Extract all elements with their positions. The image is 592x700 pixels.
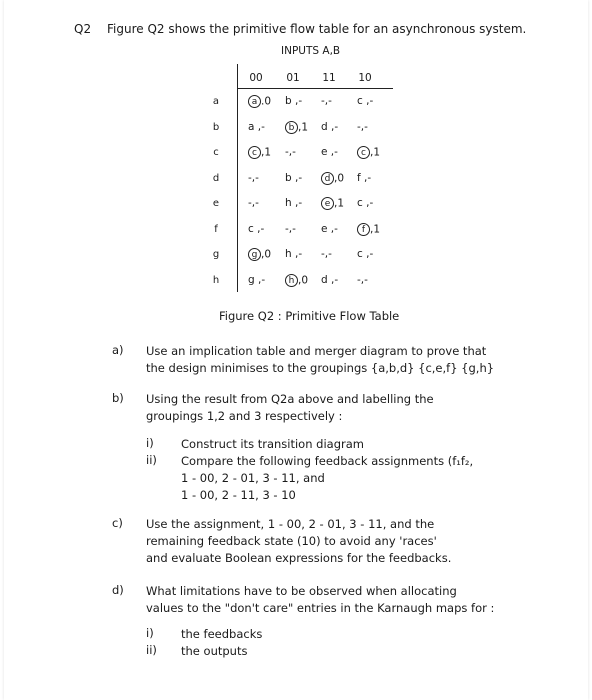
flow-table-cell: [321, 121, 361, 133]
cell-text: c ,-: [248, 222, 265, 235]
cell-text: ,1: [334, 197, 345, 210]
part-a-line: the design minimises to the groupings {a,b,d} {c,e,f} {g,h}: [146, 361, 495, 375]
part-d-line: What limitations have to be observed when allocating: [146, 584, 457, 598]
cell-text: b ,-: [285, 171, 303, 184]
row-label: f: [214, 223, 218, 235]
cell-text: d ,-: [321, 120, 339, 133]
part-d-sub-i: the feedbacks: [181, 627, 263, 641]
part-d-sub-ii-label: ii): [146, 643, 157, 657]
inputs-title: INPUTS A,B: [281, 45, 341, 57]
cell-text: d ,-: [321, 273, 339, 286]
stable-state-circle: c: [248, 146, 261, 159]
stable-state-circle: a: [248, 95, 261, 108]
table-horizontal-rule: [237, 88, 393, 89]
stable-state-circle: h: [285, 274, 298, 287]
stable-state-cell: [357, 223, 397, 236]
question-number: Q2: [74, 22, 92, 36]
part-b-sub-ii: [181, 453, 473, 504]
cell-text: e ,-: [321, 146, 338, 158]
stable-state-cell: [285, 121, 325, 134]
part-b-text: [146, 391, 434, 425]
cell-text: -,-: [285, 222, 296, 235]
part-a-label: a): [112, 343, 124, 357]
figure-caption: Figure Q2 : Primitive Flow Table: [219, 309, 400, 323]
flow-table-cell: [285, 172, 325, 184]
column-header: 11: [322, 72, 336, 84]
cell-text: ,1: [370, 223, 381, 235]
cell-text: e ,-: [321, 222, 338, 235]
flow-table-cell: [321, 95, 361, 107]
flow-table-cell: [248, 274, 288, 286]
row-label: g: [212, 249, 220, 260]
cell-text: h ,-: [285, 248, 303, 260]
flow-table-cell: [321, 223, 361, 235]
part-d-line: values to the "don't care" entries in the Karnaugh maps for :: [146, 601, 495, 615]
part-a-line: Use an implication table and merger diagram to prove that: [146, 344, 487, 358]
part-b-sub-i: Construct its transition diagram: [181, 437, 364, 451]
flow-table-cell: [357, 95, 397, 107]
cell-text: -,-: [321, 95, 332, 107]
stable-state-cell: [321, 172, 361, 185]
flow-table-cell: [285, 223, 325, 235]
flow-table-cell: [285, 197, 325, 209]
column-header: 00: [249, 72, 263, 84]
stable-state-circle: f: [357, 223, 370, 236]
part-d-sub-ii: the outputs: [181, 644, 248, 658]
flow-table-cell: [248, 121, 288, 133]
flow-table-cell: [357, 248, 397, 260]
stable-state-cell: [285, 274, 325, 287]
flow-table-cell: [248, 223, 288, 235]
cell-text: ,1: [298, 121, 309, 133]
stable-state-cell: [248, 248, 288, 261]
flow-table-cell: [357, 274, 397, 286]
stable-state-circle: c: [357, 146, 370, 159]
part-c-text: [146, 516, 451, 567]
table-vertical-rule: [237, 64, 238, 292]
part-d-text: [146, 583, 494, 617]
cell-text: -,-: [321, 248, 332, 260]
cell-text: g ,-: [248, 273, 266, 286]
flow-table-cell: [285, 146, 325, 158]
cell-text: ,1: [370, 146, 381, 159]
cell-text: -,-: [357, 120, 368, 133]
cell-text: ,0: [298, 274, 309, 286]
cell-text: .0: [261, 95, 272, 108]
question-intro: Figure Q2 shows the primitive flow table for an asynchronous system.: [107, 22, 527, 36]
stable-state-cell: [248, 146, 288, 159]
stable-state-cell: [248, 95, 288, 108]
cell-text: ,1: [261, 146, 272, 159]
cell-text: f ,-: [357, 171, 372, 184]
part-c-line: and evaluate Boolean expressions for the feedbacks.: [146, 551, 452, 565]
part-c-line: Use the assignment, 1 - 00, 2 - 01, 3 - 11, and the: [146, 517, 435, 531]
row-label: e: [212, 198, 220, 209]
stable-state-cell: [321, 197, 361, 210]
column-header: 01: [286, 72, 300, 84]
part-b-sub-i-label: i): [146, 436, 154, 450]
part-d-sub-i-label: i): [146, 626, 154, 640]
cell-text: b ,-: [285, 95, 303, 107]
cell-text: -,-: [357, 273, 368, 286]
cell-text: ,0: [334, 172, 345, 184]
flow-table-cell: [357, 197, 397, 209]
cell-text: ,0: [261, 248, 272, 261]
stable-state-circle: b: [285, 121, 298, 134]
cell-text: -,-: [248, 171, 259, 184]
part-b-line: Using the result from Q2a above and labelling the: [146, 392, 434, 406]
row-label: h: [212, 274, 220, 286]
column-header: 10: [358, 72, 372, 84]
stable-state-circle: d: [321, 172, 334, 185]
part-d-label: d): [112, 583, 124, 597]
cell-text: h ,-: [285, 197, 303, 209]
flow-table-cell: [321, 146, 361, 158]
flow-table-cell: [248, 197, 288, 209]
row-label: c: [213, 147, 219, 158]
cell-text: c ,-: [357, 95, 374, 107]
flow-table-cell: [321, 274, 361, 286]
part-c-line: remaining feedback state (10) to avoid any 'races': [146, 534, 437, 548]
cell-text: c ,-: [357, 197, 374, 209]
part-b-label: b): [112, 391, 124, 405]
flow-table-cell: [285, 248, 325, 260]
cell-text: -,-: [285, 146, 296, 158]
stable-state-circle: e: [321, 197, 334, 210]
cell-text: -,-: [248, 197, 259, 209]
flow-table-cell: [357, 121, 397, 133]
row-label: b: [212, 121, 220, 133]
row-label: a: [212, 96, 220, 107]
cell-text: a ,-: [248, 120, 265, 133]
part-c-label: c): [112, 516, 123, 530]
part-b-line: groupings 1,2 and 3 respectively :: [146, 409, 343, 423]
part-b-sub-ii-line: 1 - 00, 2 - 01, 3 - 11, and: [181, 471, 325, 485]
stable-state-cell: [357, 146, 397, 159]
flow-table-cell: [321, 248, 361, 260]
row-label: d: [212, 172, 220, 184]
part-b-sub-ii-line: Compare the following feedback assignments (f₁f₂,: [181, 454, 474, 468]
flow-table-cell: [285, 95, 325, 107]
part-b-sub-ii-line: 1 - 00, 2 - 11, 3 - 10: [181, 488, 296, 502]
flow-table-cell: [357, 172, 397, 184]
flow-table-cell: [248, 172, 288, 184]
part-a-text: [146, 343, 494, 377]
part-b-sub-ii-label: ii): [146, 453, 157, 467]
cell-text: c ,-: [357, 248, 374, 260]
stable-state-circle: g: [248, 248, 261, 261]
